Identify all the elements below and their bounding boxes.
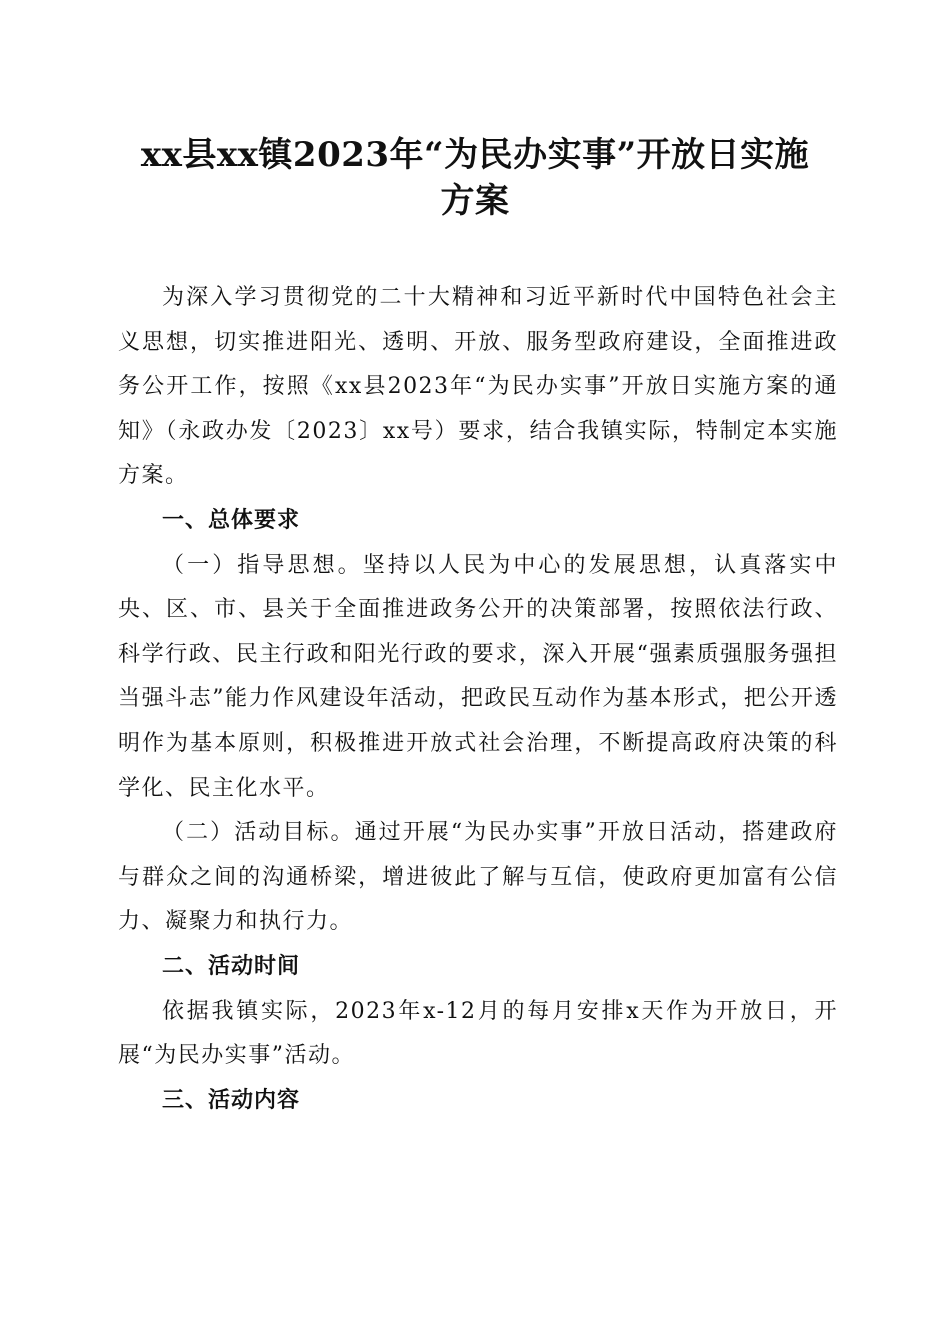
document-title-line-1: xx县xx镇2023年“为民办实事”开放日实施 — [140, 135, 810, 175]
intro-paragraph: 为深入学习贯彻党的二十大精神和习近平新时代中国特色社会主义思想，切实推进阳光、透明、开放、服务型政府建设，全面推进政务公开工作，按照《xx县2023年“为民办实事”开放日实施方案的通知》（永政办发〔2023〕xx号）要求，结合我镇实际，特制定本实施方案。 — [118, 285, 838, 489]
paragraph-guiding-ideology: （一）指导思想。坚持以人民为中心的发展思想，认真落实中央、区、市、县关于全面推进政务公开的决策部署，按照依法行政、科学行政、民主行政和阳光行政的要求，深入开展“强素质强服务强担当强斗志”能力作风建设年活动，把政民互动作为基本形式，把公开透明作为基本原则，积极推进开放式社会治理，不断提高政府决策的科学化、民主化水平。 — [118, 552, 838, 801]
document-body — [118, 276, 838, 1123]
section-heading-activity-content: 三、活动内容 — [162, 1087, 301, 1113]
section-heading-activity-time: 二、活动时间 — [162, 953, 301, 979]
paragraph-activity-goals: （二）活动目标。通过开展“为民办实事”开放日活动，搭建政府与群众之间的沟通桥梁，增进彼此了解与互信，使政府更加富有公信力、凝聚力和执行力。 — [118, 820, 838, 935]
document-title-line-2: 方案 — [440, 181, 510, 221]
paragraph-activity-time: 依据我镇实际，2023年x-12月的每月安排x天作为开放日，开展“为民办实事”活动。 — [118, 998, 838, 1069]
document-title — [110, 132, 840, 224]
section-heading-general-requirements: 一、总体要求 — [162, 507, 301, 533]
